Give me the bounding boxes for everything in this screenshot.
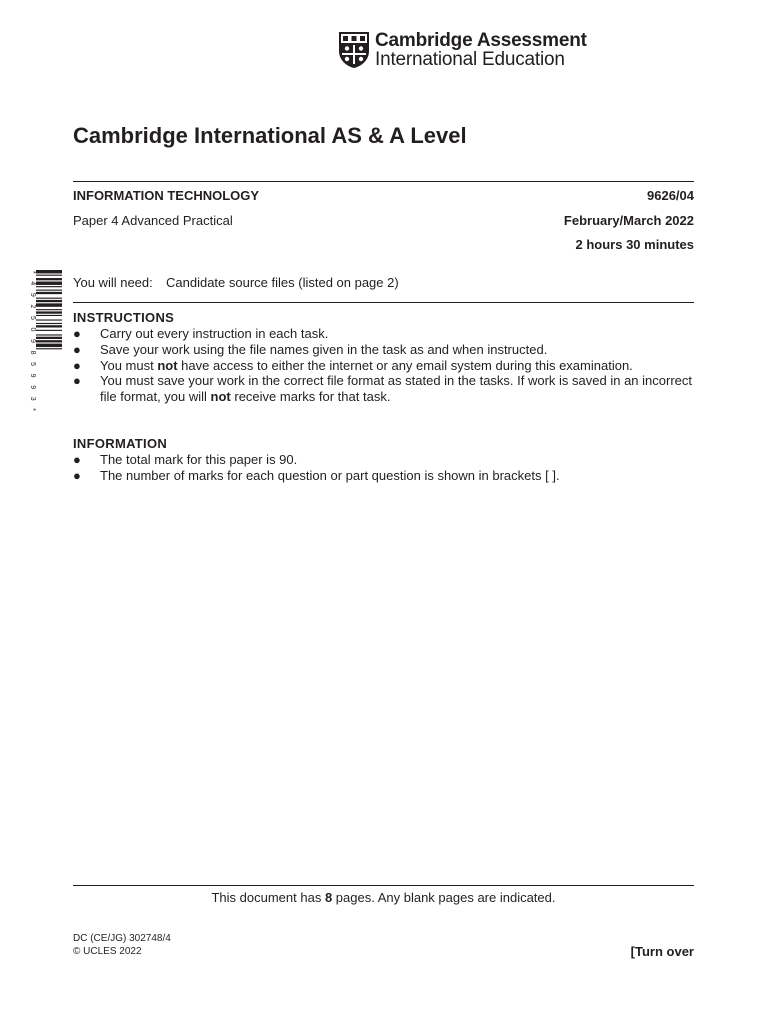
information-list	[73, 452, 698, 484]
bullet: ●	[73, 326, 81, 341]
information-heading: INFORMATION	[73, 436, 168, 451]
barcode-bar	[36, 315, 62, 316]
footer-reference	[73, 933, 171, 958]
page-title: Cambridge International AS & A Level	[73, 123, 467, 148]
logo-line-2: International Education	[375, 49, 565, 70]
barcode-bar	[36, 334, 62, 335]
bullet: ●	[73, 373, 81, 389]
need-label: You will need:	[73, 275, 153, 290]
barcode-bar	[36, 344, 62, 347]
barcode-bar	[36, 292, 62, 294]
barcode-bar	[36, 325, 62, 327]
barcode-bar	[36, 275, 62, 276]
barcode	[27, 270, 63, 412]
instruction-item: ● Carry out every instruction in each task.	[73, 326, 329, 341]
barcode-bar	[36, 278, 62, 280]
barcode-bar	[36, 290, 62, 291]
barcode-bar	[36, 323, 62, 324]
logo-line-1: Cambridge Assessment	[375, 30, 587, 51]
need-value: Candidate source files (listed on page 2)	[166, 275, 399, 290]
barcode-bar	[36, 340, 62, 342]
barcode-bar	[36, 330, 62, 331]
turn-over: [Turn over	[630, 944, 694, 959]
bullet: ●	[73, 357, 81, 373]
exam-session: February/March 2022	[563, 213, 694, 228]
barcode-bar	[36, 348, 62, 349]
copyright: © UCLES 2022	[73, 945, 142, 957]
document-reference: DC (CE/JG) 302748/4	[73, 933, 171, 944]
barcode-bar	[36, 282, 62, 285]
divider	[73, 302, 694, 303]
barcode-bar	[36, 286, 62, 287]
barcode-bar	[36, 319, 62, 320]
barcode-bar	[36, 311, 62, 313]
barcode-bar	[36, 309, 62, 310]
barcode-bar	[36, 270, 62, 273]
bullet: ●	[73, 452, 81, 467]
barcode-bar	[36, 300, 62, 302]
instruction-item: ● Save your work using the file names given in the task as and when instructed.	[73, 341, 548, 357]
instruction-item: ● You must not have access to either the internet or any email system during this examination.	[73, 357, 633, 373]
page-count-note: This document has 8 pages. Any blank pages are indicated.	[211, 890, 556, 905]
instruction-item: ● You must save your work in the correct file format as stated in the tasks. If work is saved in an incorrect file format, you will not receive marks for that task.	[73, 373, 692, 405]
barcode-graphic	[27, 270, 63, 412]
cambridge-logo	[338, 31, 587, 71]
instructions-heading: INSTRUCTIONS	[73, 310, 175, 325]
exam-duration: 2 hours 30 minutes	[575, 237, 694, 252]
barcode-digits: * 4 9 2 5 0 9 8 5 9 9 3 *	[29, 271, 36, 411]
barcode-bar	[36, 298, 62, 299]
bullet: ●	[73, 341, 81, 357]
bullet: ●	[73, 467, 81, 483]
cambridge-crest-icon	[338, 31, 370, 69]
you-will-need	[73, 275, 399, 290]
divider	[73, 181, 694, 182]
information-item: ● The number of marks for each question or part question is shown in brackets [ ].	[73, 467, 560, 483]
syllabus-code: 9626/04	[647, 188, 694, 203]
information-item: ● The total mark for this paper is 90.	[73, 452, 298, 467]
subject: INFORMATION TECHNOLOGY	[73, 188, 260, 203]
instructions-list	[73, 326, 698, 405]
divider	[73, 885, 694, 886]
barcode-bar	[36, 337, 62, 339]
paper-title: Paper 4 Advanced Practical	[73, 213, 233, 228]
barcode-bar	[36, 303, 62, 306]
